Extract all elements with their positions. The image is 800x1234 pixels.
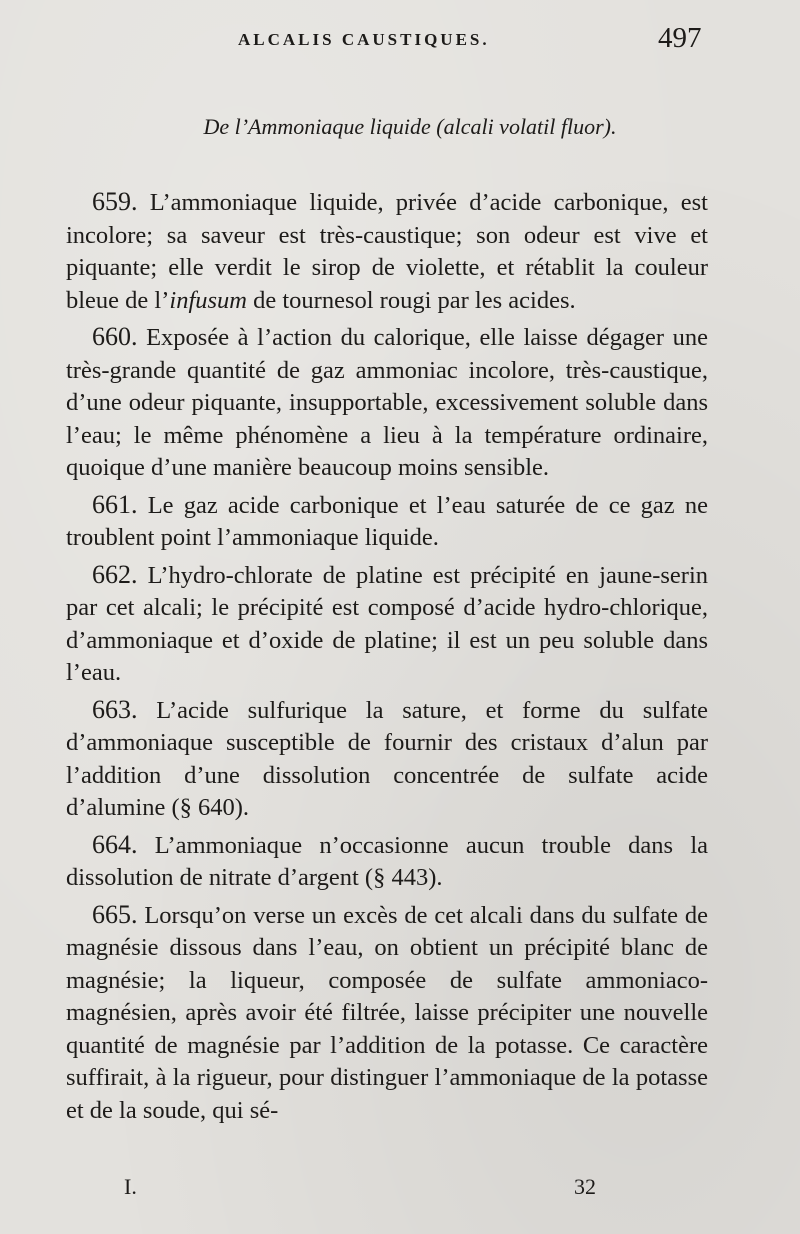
paragraph-number: 659. [92,187,138,216]
paragraph-text: L’hydro-chlorate de platine est précipité en jaune-serin par cet alcali; le précipité est composé d’acide hydro-chlorique, d’ammoniaque et d’oxide de platine; il est un peu soluble dans l’eau. [66,561,708,686]
paragraph-text: L’acide sulfurique la sature, et forme du sulfate d’ammoniaque susceptible de fournir des cristaux d’alun par l’addition d’une dissolution concentrée de sulfate acide d’alumine (§ 640). [66,696,708,821]
paragraph-663 [66,694,708,825]
paragraph-italic-term: infusum [169,286,247,314]
paragraph-text: L’ammoniaque liquide, privée d’acide carbonique, est incolore; sa saveur est très-caustique; son odeur est vive et piquante; elle verdit le sirop de violette, et rétablit la couleur bleue de l’ [66,189,708,314]
body-text [66,186,708,1131]
running-title: ALCALIS CAUSTIQUES. [238,30,490,49]
paragraph-text: Lorsqu’on verse un excès de cet alcali dans du sulfate de magnésie dissous dans l’eau, on obtient un précipité blanc de magnésie; la liqueur, composée de sulfate ammoniaco-magnésien, après avoir été filtrée, laisse précipiter une nouvelle quantité de magnésie par l’addition de la potasse. Ce caractère suffirait, à la rigueur, pour distinguer l’ammoniaque de la potasse et de la soude, qui sé- [66,901,708,1124]
paragraph-664 [66,829,708,895]
running-head [0,22,800,62]
paragraph-text: L’ammoniaque n’occasionne aucun trouble dans la dissolution de nitrate d’argent (§ 443). [66,831,708,891]
paragraph-text: Le gaz acide carbonique et l’eau saturée de ce gaz ne troublent point l’ammoniaque liquide. [66,491,708,551]
paragraph-text: Exposée à l’action du calorique, elle laisse dégager une très-grande quantité de gaz ammoniac incolore, très-caustique, d’une odeur piquante, insupportable, excessivement soluble dans l’eau; le même phénomène a lieu à la température ordinaire, quoique d’une manière beaucoup moins sensible. [66,324,708,481]
paragraph-661 [66,489,708,555]
paragraph-number: 665. [92,899,138,929]
paragraph-number: 661. [92,489,138,519]
paragraph-662 [66,559,708,690]
paragraph-number: 662. [92,559,138,589]
paragraph-665 [66,899,708,1128]
signature-mark: I. [124,1174,137,1199]
paragraph-number: 660. [92,322,138,351]
paragraph-text: de tournesol rougi par les acides. [247,286,576,314]
section-title: De l’Ammoniaque liquide (alcali volatil fluor). [203,114,617,139]
sheet-number: 32 [574,1174,596,1199]
paragraph-659 [66,186,708,317]
paragraph-number: 664. [92,829,138,859]
paragraph-660 [66,321,708,485]
page-number: 497 [658,22,702,54]
page-footer [0,1174,800,1206]
paragraph-number: 663. [92,694,138,724]
